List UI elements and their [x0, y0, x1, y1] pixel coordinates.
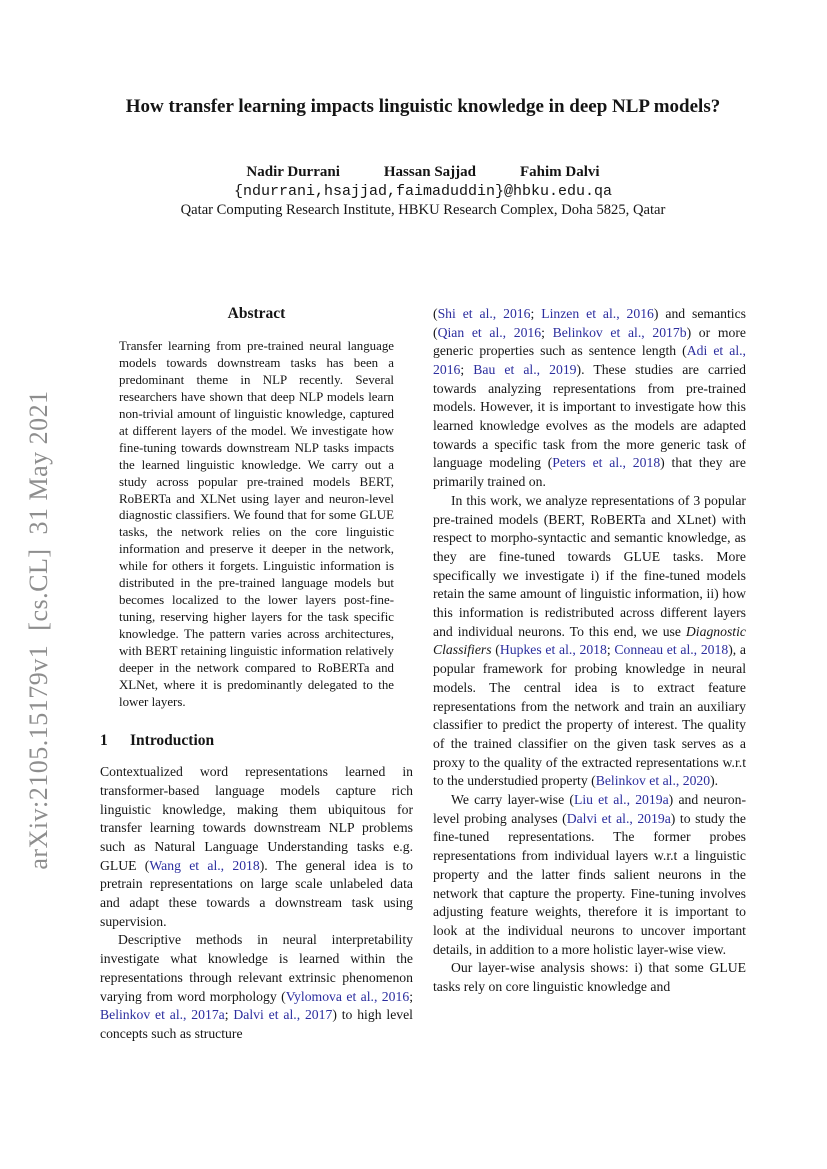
citation-link[interactable]: Conneau et al., 2018	[614, 642, 729, 658]
text-segment: In this work, we analyze representations of 3 popular pre-trained models (BERT, RoBERTa and XLnet) with respect to morpho-syntactic and semantic knowledge, as they are fine-tuned towards GLUE tasks. More specifically we investigate i) if the fine-tuned models retain the same amount of linguistic information, ii) how this information is redistributed across different layers and individual neurons. To this end, we use	[433, 492, 746, 639]
section-number: 1	[100, 732, 108, 750]
affiliation: Qatar Computing Research Institute, HBKU Research Complex, Doha 5825, Qatar	[180, 201, 666, 218]
paper-content	[100, 96, 746, 1044]
citation-link[interactable]: Qian et al., 2016	[437, 324, 542, 340]
text-segment: ) to study the fine-tuned representations. The former probes representations from individual layers w.r.t a linguistic property and the latter finds salient neurons in the network that capture the property. Fine-tuning involves adjusting feature weights, therefore it is important to look at the individual neurons to uncover important details, in addition to a more holistic layer-wise view.	[433, 810, 746, 957]
author-name: Nadir Durrani	[246, 163, 340, 180]
citation-link[interactable]: Liu et al., 2019a	[573, 792, 669, 808]
authors-email[interactable]: {ndurrani,hsajjad,faimaduddin}@hbku.edu.qa	[233, 182, 613, 200]
text-segment: ), a popular framework for probing knowledge in neural models. The central idea is to extract feature representations from the network and train an auxiliary classifier to predict the property of interest. The quality of the trained classifier on the given task serves as a proxy to the quality of the extracted representations w.r.t to the understudied property (	[433, 642, 746, 789]
text-segment: ) to high level concepts such as structure	[100, 1007, 413, 1041]
left-column	[100, 305, 413, 1044]
text-segment: ). These studies are carried towards analyzing representations from pre-trained models. However, it is important to investigate how this learned knowledge evolves as the models are adapted towards a specific task from the more generic task of language modeling (	[433, 361, 746, 471]
two-column-body	[100, 305, 746, 1044]
authors-row	[100, 164, 746, 181]
text-segment: Descriptive methods in neural interpretability investigate what knowledge is learned within the representations through relevant extrinsic phenomenon varying from word morphology (	[100, 932, 413, 1004]
text-segment: ;	[606, 642, 615, 658]
text-segment: ;	[460, 361, 474, 377]
text-segment: ) and neuron-level probing analyses (	[433, 792, 746, 826]
right-column	[433, 305, 746, 997]
introduction-left-column-text	[100, 763, 413, 1044]
citation-link[interactable]: Hupkes et al., 2018	[499, 642, 607, 658]
text-segment: (	[433, 305, 438, 321]
citation-link[interactable]: Linzen et al., 2016	[541, 305, 654, 321]
abstract-text: Transfer learning from pre-trained neural language models towards downstream tasks has been a predominant theme in NLP recently. Several researchers have shown that deep NLP models learn non-trivial amount of linguistic knowledge, captured at different layers of the model. We investigate how fine-tuning towards downstream NLP tasks impacts the learned linguistic knowledge. We carry out a study across popular pre-trained models BERT, RoBERTa and XLNet using layer and neuron-level diagnostic classifiers. We found that for some GLUE tasks, the network relies on the core linguistic information and preserve it deeper in the network, while for others it forgets. Linguistic information is distributed in the pre-trained language models but becomes localized to the lower layers post-fine-tuning, reserving higher layers for the task specific knowledge. The pattern varies across architectures, with BERT retaining linguistic information relatively deeper in the network compared to RoBERTa and XLNet, where it is predominantly delegated to the lower layers.	[119, 338, 394, 710]
paragraph	[433, 959, 746, 996]
text-segment: ). The general idea is to pretrain representations on large scale unlabeled data and adapt these towards a downstream task using supervision.	[100, 857, 414, 929]
text-segment: Contextualized word representations learned in transformer-based language models capture rich linguistic knowledge, making them ubiquitous for transfer learning towards downstream NLP problems such as Natural Language Understanding tasks e.g. GLUE (	[100, 764, 413, 873]
citation-link[interactable]: Bau et al., 2019	[473, 361, 577, 377]
paragraph	[100, 931, 413, 1043]
text-segment: ) that they are primarily trained on.	[433, 455, 746, 490]
citation-link[interactable]: Vylomova et al., 2016	[285, 988, 410, 1004]
citation-link[interactable]: Belinkov et al., 2017a	[100, 1007, 225, 1023]
citation-link[interactable]: Peters et al., 2018	[552, 455, 661, 471]
section-heading-introduction	[100, 732, 413, 750]
text-segment: Our layer-wise analysis shows: i) that some GLUE tasks rely on core linguistic knowledge and	[433, 960, 746, 995]
paragraph	[433, 305, 746, 492]
citation-link[interactable]: Dalvi et al., 2019a	[566, 810, 671, 826]
citation-link[interactable]: Dalvi et al., 2017	[233, 1007, 333, 1023]
text-segment: ) or more generic properties such as sentence length (	[433, 324, 746, 359]
citation-link[interactable]: Belinkov et al., 2017b	[552, 324, 687, 340]
citation-link[interactable]: Shi et al., 2016	[437, 305, 531, 321]
author-name: Hassan Sajjad	[383, 163, 476, 180]
citation-link[interactable]: Wang et al., 2018	[149, 857, 260, 873]
text-segment: ) and semantics (	[433, 305, 747, 340]
author-name: Fahim Dalvi	[520, 163, 600, 180]
text-segment: Diagnostic Classifiers	[433, 623, 746, 658]
abstract-heading: Abstract	[227, 304, 286, 322]
introduction-right-column-text	[433, 305, 746, 997]
paper-title: How transfer learning impacts linguistic knowledge in deep NLP models?	[125, 96, 721, 117]
text-segment: ).	[710, 773, 719, 789]
paragraph	[433, 791, 746, 959]
citation-link[interactable]: Adi et al., 2016	[433, 343, 746, 377]
text-segment: We carry layer-wise (	[451, 792, 574, 808]
text-segment: ;	[541, 324, 553, 340]
arxiv-sidebar-banner: arXiv:2105.15179v1 [cs.CL] 31 May 2021	[24, 390, 53, 870]
text-segment: (	[491, 642, 500, 658]
text-segment: ;	[409, 988, 413, 1004]
section-title: Introduction	[130, 732, 215, 750]
paragraph	[433, 492, 746, 791]
citation-link[interactable]: Belinkov et al., 2020	[595, 773, 711, 789]
text-segment: ;	[224, 1007, 234, 1023]
paragraph	[100, 763, 413, 931]
text-segment: ;	[530, 305, 542, 321]
